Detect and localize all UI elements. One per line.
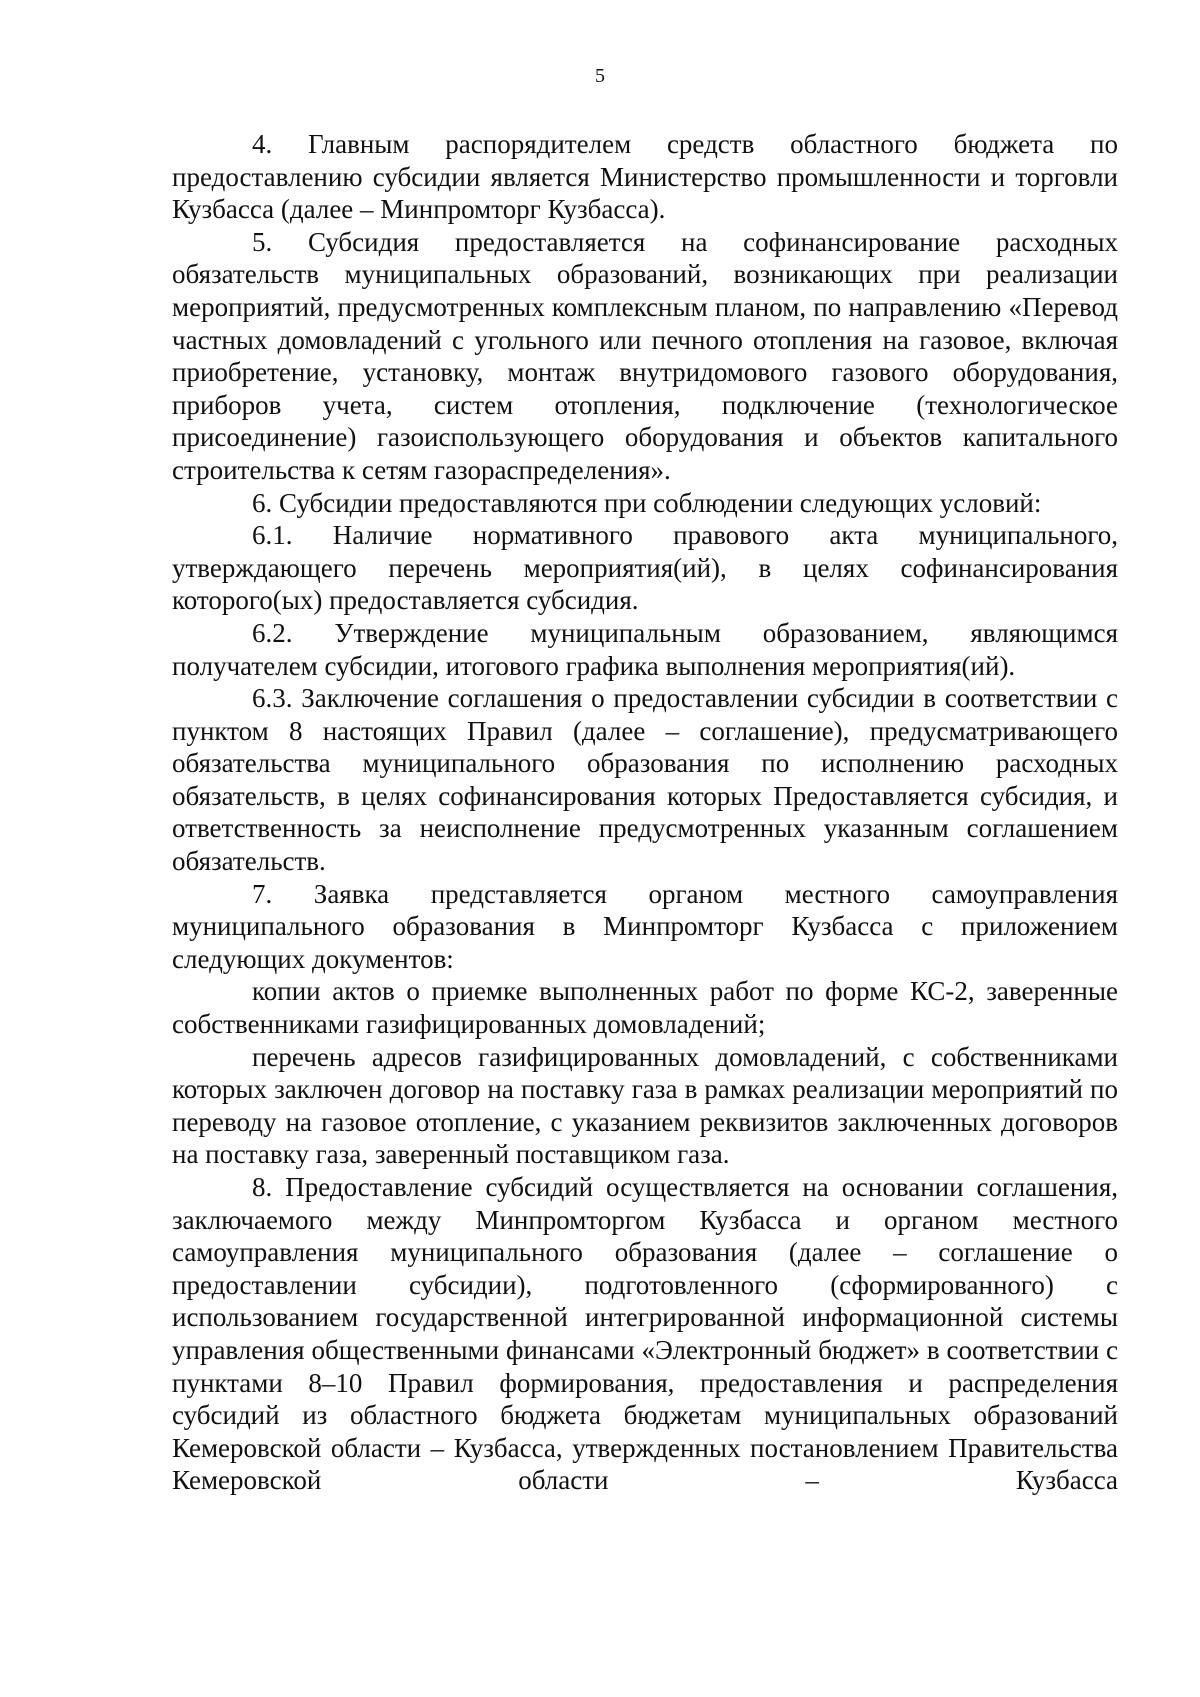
paragraph-5: 5. Субсидия предоставляется на софинансирование расходных обязательств муниципальных образований, возникающих при реализации мероприятий, предусмотренных комплексным планом, по направлению «Перевод частных домовладений с угольного или печного отопления на газовое, включая приобретение, установку, монтаж внутридомового газового оборудования, приборов учета, систем отопления, подключение (технологическое присоединение) газоиспользующего оборудования и объектов капитального строительства к сетям газораспределения». bbox=[172, 226, 1118, 485]
paragraph-6-1: 6.1. Наличие нормативного правового акта муниципального, утверждающего перечень мероприятия(ий), в целях софинансирования которого(ых) предоставляется субсидия. bbox=[172, 520, 1118, 616]
paragraph-7-address-list: перечень адресов газифицированных домовладений, с собственниками которых заключен договор на поставку газа в рамках реализации мероприятий по переводу на газовое отопление, с указанием реквизитов заключенных договоров на поставку газа, заверенный поставщиком газа. bbox=[172, 1041, 1118, 1170]
paragraph-6: 6. Субсидии предоставляются при соблюдении следующих условий: bbox=[252, 487, 1042, 518]
paragraph-8: 8. Предоставление субсидий осуществляется на основании соглашения, заключаемого между Минпромторгом Кузбасса и органом местного самоуправления муниципального образования (далее – соглашение о предоставлении субсидии), подготовленного (сформированного) с использованием государственной интегрированной информационной системы управления общественными финансами «Электронный бюджет» в соответствии с пунктами 8–10 Правил формирования, предоставления и распределения субсидий из областного бюджета бюджетам муниципальных образований Кемеровской области – Кузбасса, утвержденных постановлением Правительства Кемеровской области – Кузбасса bbox=[172, 1172, 1118, 1496]
document-body bbox=[172, 128, 1118, 1497]
paragraph-6-2: 6.2. Утверждение муниципальным образованием, являющимся получателем субсидии, итогового графика выполнения мероприятия(ий). bbox=[172, 617, 1118, 681]
paragraph-4: 4. Главным распорядителем средств областного бюджета по предоставлению субсидии является Министерство промышленности и торговли Кузбасса (далее – Минпромторг Кузбасса). bbox=[172, 129, 1118, 225]
paragraph-7: 7. Заявка представляется органом местного самоуправления муниципального образования в Минпромторг Кузбасса с приложением следующих документов: bbox=[172, 878, 1118, 974]
paragraph-7-ks2-acts: копии актов о приемке выполненных работ по форме КС-2, заверенные собственниками газифицированных домовладений; bbox=[172, 976, 1118, 1040]
page-number: 5 bbox=[595, 65, 605, 87]
paragraph-6-3: 6.3. Заключение соглашения о предоставлении субсидии в соответствии с пунктом 8 настоящих Правил (далее – соглашение), предусматривающего обязательства муниципального образования по исполнению расходных обязательств, в целях софинансирования которых Предоставляется субсидия, и ответственность за неисполнение предусмотренных указанным соглашением обязательств. bbox=[172, 683, 1118, 877]
